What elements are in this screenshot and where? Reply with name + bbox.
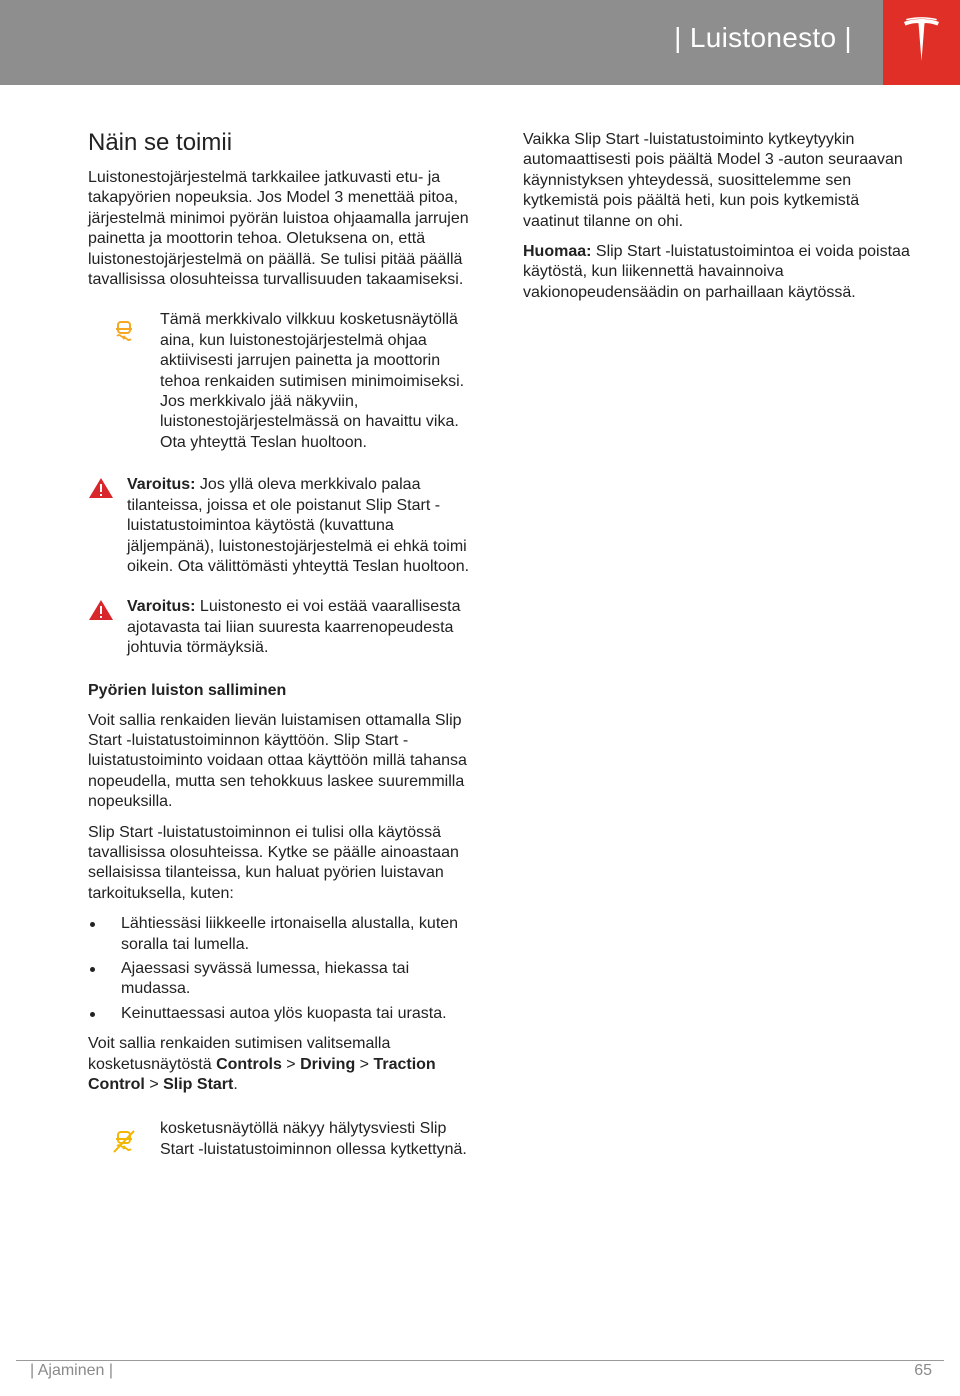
warning-label: Varoitus: [127,598,196,616]
menu-slip-start: Slip Start [163,1076,234,1094]
footer-divider [16,1360,944,1361]
warning-triangle-icon [88,477,114,499]
paragraph: Voit sallia renkaiden lievän luistamisen ottamalla Slip Start -luistatustoiminnon käyttöön. Slip Start -luistatustoiminto voidaan ottaa käyttöön millä tahansa nopeudella, mutta sen tehokkuus laskee suuremmilla nopeuksilla. [88,711,467,811]
warning-block [88,597,480,658]
section-heading: Näin se toimii [88,129,233,156]
indicator-block [88,1119,480,1160]
right-column [523,130,918,313]
tesla-logo-icon [902,17,941,65]
menu-driving: Driving [300,1055,356,1073]
warning-body: Luistonesto ei voi estää vaarallisesta ajotavasta tai liian suuresta kaarrenopeudesta johtuvia törmäyksiä. [127,598,461,657]
note-label: Huomaa: [523,243,592,261]
footer-section: | Ajaminen | [30,1362,114,1379]
subsection-heading: Pyörien luiston salliminen [88,681,287,699]
list-item: Keinuttaessasi autoa ylös kuopasta tai urasta. [88,1004,480,1024]
brand-logo-box [883,0,960,85]
section-title: | Luistonesto | [674,22,852,53]
list-item: Ajaessasi syvässä lumessa, hiekassa tai mudassa. [88,959,480,1000]
traction-control-indicator-icon [112,320,136,344]
menu-controls: Controls [216,1055,282,1073]
warning-body: Jos yllä oleva merkkivalo palaa tilanteissa, joissa et ole poistanut Slip Start -luistatustoimintoa käytöstä (kuvattuna jäljempänä), luistonestojärjestelmä ei ehkä toimi oikein. Ota välittömästi yhteyttä Teslan huoltoon. [127,476,470,575]
paragraph: Slip Start -luistatustoiminnon ei tulisi olla käytössä tavallisissa olosuhteissa. Kytke se päälle ainoastaan sellaisissa tilanteissa, kun haluat pyörien luistavan tarkoituksella, kuten: [88,823,459,902]
indicator-block [88,310,480,453]
bullet-list [88,914,480,1024]
warning-block [88,475,480,577]
warning-text [127,475,480,577]
note-paragraph [523,242,918,303]
intro-paragraph: Luistonestojärjestelmä tarkkailee jatkuvasti etu- ja takapyörien nopeuksia. Jos Model 3 menettää pitoa, järjestelmä minimoi pyörän luistoa ohjaamalla jarrujen painetta ja moottorin tehoa. Oletuksena on, että luistonestojärjestelmä on päällä. Se tulisi pitää päällä tavallisissa olosuhteissa turvallisuuden takaamiseksi. [88,169,469,289]
left-column [88,128,480,1182]
warning-text [127,597,480,658]
menu-traction-control: Traction Control [88,1055,436,1094]
note-body: Slip Start -luistatustoimintoa ei voida poistaa käytöstä, kun liikennettä havainnoiva vakionopeudensäädin on parhaillaan käytössä. [523,243,910,301]
indicator-description: kosketusnäytöllä näkyy hälytysviesti Slip Start -luistatustoiminnon ollessa kytkettynä. [160,1120,467,1158]
page-header [0,0,960,85]
warning-triangle-icon [88,599,114,621]
warning-label: Varoitus: [127,476,196,494]
indicator-description: Tämä merkkivalo vilkkuu kosketusnäytöllä aina, kun luistonestojärjestelmä ohjaa aktiivisesti jarrujen painetta ja moottorin tehoa renkaiden sutimisen minimoimiseksi. Jos merkkivalo jää näkyviin, luistonestojärjestelmässä on havaittu vika. Ota yhteyttä Teslan huoltoon. [160,311,465,451]
paragraph: Vaikka Slip Start -luistatustoiminto kytkeytyykin automaattisesti pois päältä Model 3 -auton seuraavan käynnistyksen yhteydessä, suosittelemme sen kytkemistä pois päältä heti, kun pois kytkemistä vaatinut tilanne on ohi. [523,131,903,230]
page-number: 65 [914,1362,932,1379]
list-item: Lähtiessäsi liikkeelle irtonaisella alustalla, kuten soralla tai lumella. [88,914,480,955]
traction-control-off-icon [111,1129,137,1155]
menu-path-paragraph: Voit sallia renkaiden sutimisen valitsemalla kosketusnäytöstä Controls > Driving > Traction Control > Slip Start. [88,1035,436,1094]
